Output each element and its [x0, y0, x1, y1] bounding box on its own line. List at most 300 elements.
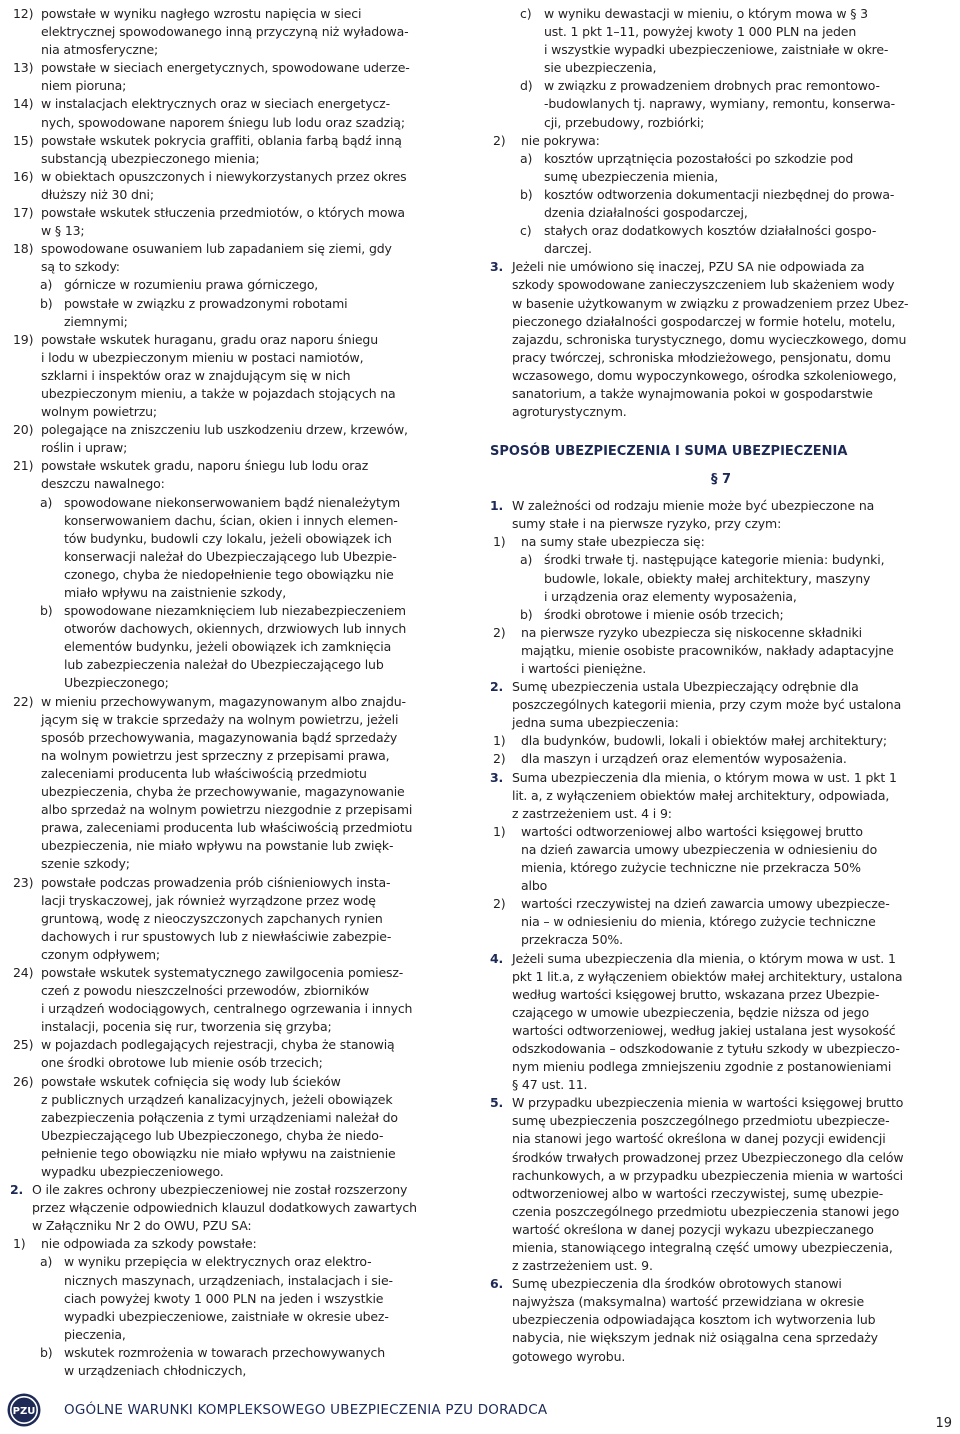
line-text: Jeżeli suma ubezpieczenia dla mienia, o którym mowa w ust. 1	[512, 950, 896, 966]
line-text: one środki obrotowe lub mienie osób trzecich;	[41, 1055, 323, 1071]
line-text: czenia poszczególnego przedmiotu ubezpieczenia stanowi jego	[512, 1203, 900, 1219]
text-line	[490, 714, 952, 732]
text-line	[10, 855, 480, 873]
text-line	[10, 1091, 480, 1109]
item-number: 14)	[13, 96, 34, 112]
line-text: agroturystycznym.	[512, 404, 627, 420]
line-text: czonego, chyba że niedopełnienie tego obowiązku nie	[64, 566, 394, 582]
item-number: 23)	[13, 874, 34, 890]
line-text: środki obrotowe i mienie osób trzecich;	[544, 606, 784, 622]
line-text: Sumę ubezpieczenia dla środków obrotowych stanowi	[512, 1276, 842, 1292]
text-line	[490, 950, 952, 968]
line-text: kosztów odtworzenia dokumentacji niezbędnej do prowa-	[544, 186, 895, 202]
item-number: 1)	[13, 1236, 26, 1252]
text-line	[10, 874, 480, 892]
text-line	[490, 533, 952, 551]
text-line	[490, 823, 952, 841]
text-line	[490, 624, 952, 642]
text-line	[10, 331, 480, 349]
line-text: wartości odtworzeniowej albo wartości księgowej brutto	[521, 823, 863, 839]
text-line	[10, 222, 480, 240]
logo-text: PZU	[12, 1406, 36, 1417]
line-text: sie ubezpieczenia,	[544, 60, 657, 76]
line-text: wypadki ubezpieczeniowe, zaistniałe w okresie ubez-	[64, 1308, 389, 1324]
item-number: a)	[520, 150, 533, 166]
text-line	[10, 276, 480, 294]
line-text: w pojazdach podlegających rejestracji, chyba że stanowią	[41, 1037, 395, 1053]
text-line	[490, 23, 952, 41]
text-line	[10, 77, 480, 95]
item-number: 2)	[493, 132, 506, 148]
line-text: nia atmosferyczne;	[41, 42, 159, 58]
line-text: prawa, zaleceniami producenta lub właściwością przedmiotu	[41, 820, 413, 836]
spacer	[490, 421, 952, 443]
spacer	[490, 461, 952, 471]
text-line	[10, 1018, 480, 1036]
line-text: nia – w odniesieniu do mienia, którego zużycie techniczne	[521, 914, 876, 930]
line-text: nicznych maszynach, urządzeniach, instalacjach i sie-	[64, 1272, 393, 1288]
line-text: przez włączenie odpowiednich klauzul dodatkowych zawartych	[32, 1200, 417, 1216]
line-text: cji, przebudowy, rozbiórki;	[544, 114, 705, 130]
line-text: § 47 ust. 11.	[512, 1077, 588, 1093]
line-text: niem pioruna;	[41, 78, 127, 94]
item-number: 5.	[490, 1095, 504, 1111]
item-number: c)	[520, 6, 532, 21]
line-text: nym mieniu podlega zmniejszeniu zgodnie z postanowieniami	[512, 1059, 892, 1075]
text-line	[10, 819, 480, 837]
text-line	[10, 95, 480, 113]
text-line	[490, 295, 952, 313]
text-line	[490, 769, 952, 787]
page-footer	[0, 1390, 960, 1434]
text-line	[490, 1275, 952, 1293]
item-number: 2)	[493, 751, 506, 767]
item-number: 2)	[493, 896, 506, 912]
text-line	[10, 1163, 480, 1181]
line-text: miało wpływu na zaistnienie szkody,	[64, 585, 287, 600]
line-text: i urządzenia oraz elementy wyposażenia,	[544, 588, 797, 604]
line-text: gotowego wyrobu.	[512, 1348, 626, 1364]
line-text: ust. 1 pkt 1–11, powyżej kwoty 1 000 PLN na jeden	[544, 24, 857, 40]
text-line	[490, 403, 952, 421]
line-text: sumę ubezpieczenia poszczególnego przedmiotu ubezpiecze-	[512, 1113, 890, 1129]
line-text: wartość określona w danej pozycji wykazu ubezpieczanego	[512, 1221, 874, 1237]
line-text: w wyniku przepięcia w elektrycznych oraz elektro-	[64, 1254, 372, 1270]
text-line	[490, 114, 952, 132]
text-line	[10, 114, 480, 132]
item-number: 13)	[13, 60, 34, 76]
text-line	[490, 240, 952, 258]
line-text: w urządzeniach chłodniczych,	[64, 1363, 247, 1379]
text-line	[10, 421, 480, 439]
item-number: 21)	[13, 458, 34, 474]
text-line	[10, 964, 480, 982]
item-number: b)	[520, 186, 533, 202]
line-text: na sumy stałe ubezpiecza się:	[521, 534, 705, 550]
text-line	[490, 1348, 952, 1366]
text-line	[490, 1221, 952, 1239]
text-line	[490, 1058, 952, 1076]
item-number: c)	[520, 223, 532, 239]
line-text: mienia, stanowiącego integralną część umowy ubezpieczenia,	[512, 1240, 893, 1255]
line-text: elementów budynku, jeżeli obowiązek ich zamknięcia	[64, 639, 392, 655]
text-line	[490, 986, 952, 1004]
text-line	[10, 240, 480, 258]
line-text: Ubezpieczonego;	[64, 675, 169, 691]
line-text: dla budynków, budowli, lokali i obiektów małej architektury;	[521, 733, 887, 749]
text-line	[490, 1239, 952, 1257]
line-text: w mieniu przechowywanym, magazynowanym albo znajdu-	[41, 693, 406, 709]
text-line	[10, 1000, 480, 1018]
text-line	[10, 1181, 480, 1199]
text-line	[490, 841, 952, 859]
line-text: ubezpieczonym mieniu, a także w pojazdach stojących na	[41, 385, 396, 401]
line-text: pieczenia,	[64, 1326, 126, 1342]
text-line	[10, 982, 480, 1000]
text-line	[490, 1094, 952, 1112]
item-number: a)	[40, 277, 53, 293]
line-text: powstałe wskutek cofnięcia się wody lub ścieków	[41, 1073, 341, 1089]
text-line	[490, 551, 952, 569]
text-line	[490, 1149, 952, 1167]
line-text: w Załączniku Nr 2 do OWU, PZU SA:	[32, 1218, 252, 1234]
line-text: ubezpieczenia, nie miało wpływu na powstanie lub zwięk-	[41, 838, 394, 854]
text-line	[490, 1257, 952, 1275]
text-line	[10, 801, 480, 819]
item-number: 18)	[13, 241, 34, 257]
text-line	[10, 1308, 480, 1326]
line-text: ziemnymi;	[64, 313, 128, 329]
line-text: roślin i upraw;	[41, 440, 128, 456]
line-text: lub zabezpieczenia należał do Ubezpieczającego lub	[64, 657, 384, 673]
line-text: nie odpowiada za szkody powstałe:	[41, 1236, 257, 1252]
item-number: 1)	[493, 733, 506, 749]
line-text: środki trwałe tj. następujące kategorie mienia: budynki,	[544, 552, 885, 568]
text-line	[10, 747, 480, 765]
text-line	[10, 729, 480, 747]
line-text: w obiektach opuszczonych i niewykorzystanych przez okres	[41, 168, 407, 184]
text-line	[10, 638, 480, 656]
text-line	[10, 457, 480, 475]
line-text: -budowlanych tj. naprawy, wymiany, remontu, konserwa-	[544, 96, 896, 112]
item-number: a)	[40, 1254, 53, 1270]
line-text: W przypadku ubezpieczenia mienia w wartości księgowej brutto	[512, 1095, 904, 1111]
left-column	[10, 5, 480, 1380]
text-line	[490, 1203, 952, 1221]
text-line	[10, 168, 480, 186]
line-text: O ile zakres ochrony ubezpieczeniowej nie został rozszerzony	[32, 1182, 408, 1198]
line-text: powstałe wskutek huraganu, gradu oraz naporu śniegu	[41, 331, 378, 347]
item-number: 16)	[13, 168, 34, 184]
text-line	[10, 204, 480, 222]
text-line	[490, 678, 952, 696]
text-line	[490, 168, 952, 186]
line-text: ubezpieczenia, chyba że przechowywanie, magazynowanie	[41, 784, 405, 800]
text-line	[10, 1344, 480, 1362]
text-line	[10, 1253, 480, 1271]
text-line	[10, 693, 480, 711]
item-number: 17)	[13, 205, 34, 221]
line-text: elektrycznej spowodowanego inną przyczyną niż wyładowa-	[41, 24, 409, 40]
text-line	[490, 204, 952, 222]
text-line	[10, 566, 480, 584]
text-line	[10, 1073, 480, 1091]
text-line	[490, 1185, 952, 1203]
text-line	[10, 548, 480, 566]
line-text: na wolnym powietrzu jest sprzeczny z przepisami prawa,	[41, 747, 390, 763]
item-number: 1.	[490, 498, 504, 514]
line-text: polegające na zniszczeniu lub uszkodzeniu drzew, krzewów,	[41, 422, 408, 438]
footer-title: OGÓLNE WARUNKI KOMPLEKSOWEGO UBEZPIECZENIA PZU DORADCA	[64, 1402, 548, 1418]
text-line	[490, 95, 952, 113]
item-number: 6.	[490, 1276, 504, 1292]
line-text: jedna suma ubezpieczenia:	[512, 715, 679, 731]
line-text: jącym się w trakcie sprzedaży na wolnym powietrzu, jeżeli	[41, 711, 399, 727]
line-text: spowodowane niezamknięciem lub niezabezpieczeniem	[64, 603, 406, 619]
right-column	[490, 5, 952, 1366]
text-line	[10, 512, 480, 530]
section-heading: SPOSÓB UBEZPIECZENIA I SUMA UBEZPIECZENIA	[490, 444, 848, 460]
line-text: poszczególnych kategorii mienia, przy czym może być ustalona	[512, 697, 902, 713]
text-line	[490, 59, 952, 77]
line-text: wartości odtworzeniowej, według jakiej ustalana jest wysokość	[512, 1022, 896, 1038]
text-line	[490, 732, 952, 750]
line-text: z zastrzeżeniem ust. 4 i 9:	[512, 805, 672, 821]
text-line	[490, 606, 952, 624]
text-line	[10, 494, 480, 512]
text-line	[10, 258, 480, 276]
text-line	[10, 584, 480, 602]
line-text: powstałe wskutek gradu, naporu śniegu lub lodu oraz	[41, 458, 369, 474]
text-line	[490, 497, 952, 515]
line-text: są to szkody:	[41, 259, 120, 275]
text-line	[10, 1235, 480, 1253]
text-line	[490, 150, 952, 168]
item-number: 26)	[13, 1073, 34, 1089]
spacer	[490, 489, 952, 497]
line-text: nia stanowi jego wartość określona w danej pozycji ewidencji	[512, 1131, 886, 1147]
text-line	[490, 515, 952, 533]
line-text: dla maszyn i urządzeń oraz elementów wyposażenia.	[521, 751, 847, 767]
text-line	[10, 1109, 480, 1127]
line-text: majątku, mienie osobiste pracowników, nakłady adaptacyjne	[521, 642, 894, 658]
item-number: b)	[40, 1344, 53, 1360]
text-line	[490, 313, 952, 331]
text-line	[10, 5, 480, 23]
text-line	[490, 968, 952, 986]
line-text: sanatorium, a także wynajmowania pokoi w gospodarstwie	[512, 385, 873, 401]
line-text: górnicze w rozumieniu prawa górniczego,	[64, 277, 319, 293]
text-line	[490, 331, 952, 349]
text-line	[10, 892, 480, 910]
text-line	[10, 23, 480, 41]
item-number: 25)	[13, 1037, 34, 1053]
text-line	[490, 642, 952, 660]
text-line	[490, 895, 952, 913]
item-number: b)	[40, 295, 53, 311]
line-text: Suma ubezpieczenia dla mienia, o którym mowa w ust. 1 pkt 1	[512, 769, 897, 785]
line-text: i lodu w ubezpieczonym mieniu w postaci namiotów,	[41, 349, 364, 365]
text-line	[10, 530, 480, 548]
line-text: W zależności od rodzaju mienie może być ubezpieczone na	[512, 498, 875, 514]
text-line	[10, 711, 480, 729]
text-line	[490, 570, 952, 588]
line-text: z zastrzeżeniem ust. 9.	[512, 1258, 653, 1274]
line-text: powstałe wskutek systematycznego zawilgocenia pomiesz-	[41, 964, 404, 980]
line-text: odszkodowania – odszkodowanie z tytułu szkody w ubezpieczo-	[512, 1040, 900, 1056]
text-line	[490, 258, 952, 276]
pzu-logo-icon	[6, 1392, 42, 1428]
item-number: 22)	[13, 693, 34, 709]
text-line	[490, 588, 952, 606]
line-text: kosztów uprzątnięcia pozostałości po szkodzie pod	[544, 150, 854, 166]
line-text: czeń z powodu nieszczelności przewodów, zbiorników	[41, 983, 370, 999]
line-text: wczasowego, domu wypoczynkowego, ośrodka szkoleniowego,	[512, 367, 897, 383]
item-number: 15)	[13, 132, 34, 148]
line-text: konserwacji należał do Ubezpieczającego lub Ubezpie-	[64, 548, 397, 564]
line-text: dłuższy niż 30 dni;	[41, 186, 154, 202]
line-text: najwyższa (maksymalna) wartość przewidziana w okresie	[512, 1294, 865, 1310]
text-line	[10, 1036, 480, 1054]
item-number: 4.	[490, 950, 504, 966]
item-number: 20)	[13, 422, 34, 438]
line-text: zabezpieczenia połączenia z tymi urządzeniami należał do	[41, 1109, 398, 1125]
line-text: Jeżeli nie umówiono się inaczej, PZU SA nie odpowiada za	[512, 259, 865, 275]
item-number: 1)	[493, 823, 506, 839]
text-line	[490, 1167, 952, 1185]
line-text: spowodowane osuwaniem lub zapadaniem się ziemi, gdy	[41, 241, 392, 257]
text-line	[490, 660, 952, 678]
item-number: 1)	[493, 534, 506, 550]
text-line	[490, 41, 952, 59]
line-text: lacji tryskaczowej, jak również wyrządzone przez wodę	[41, 892, 376, 908]
line-text: wypadku ubezpieczeniowego.	[41, 1164, 224, 1179]
line-text: powstałe wskutek pokrycia graffiti, oblania farbą bądź inną	[41, 132, 402, 148]
item-number: d)	[520, 78, 533, 94]
line-text: dachowych i rur spustowych lub z niewłaściwie zabezpie-	[41, 928, 392, 944]
text-line	[10, 1217, 480, 1235]
text-line	[10, 295, 480, 313]
text-line	[490, 787, 952, 805]
text-line	[490, 1004, 952, 1022]
line-text: nych, spowodowane naporem śniegu lub lodu oraz szadzią;	[41, 114, 405, 130]
text-line	[10, 150, 480, 168]
line-text: rachunkowych, a w przypadku ubezpieczenia mienia w wartości	[512, 1167, 903, 1183]
text-line	[10, 837, 480, 855]
text-line	[490, 385, 952, 403]
line-text: powstałe wskutek stłuczenia przedmiotów, o których mowa	[41, 205, 405, 221]
item-number: 3.	[490, 259, 504, 275]
line-text: wolnym powietrzu;	[41, 404, 157, 420]
text-line	[490, 276, 952, 294]
line-text: odtworzeniowej albo w wartości rzeczywistej, sumę ubezpie-	[512, 1185, 884, 1201]
line-text: w § 13;	[41, 223, 85, 239]
line-text: darczej.	[544, 241, 592, 257]
line-text: gruntową, wodę z nieoczyszczonych zapchanych rynien	[41, 910, 383, 926]
text-line	[490, 696, 952, 714]
line-text: konserwowaniem dachu, ścian, okien i innych elemen-	[64, 512, 398, 528]
text-line	[10, 41, 480, 59]
text-line	[10, 1199, 480, 1217]
line-text: otworów dachowych, okiennych, drzwiowych lub innych	[64, 621, 407, 637]
line-text: i wszystkie wypadki ubezpieczeniowe, zaistniałe w okre-	[544, 42, 889, 58]
item-number: 2)	[493, 624, 506, 640]
text-line	[10, 620, 480, 638]
line-text: pieczonego działalności gospodarczej w formie hotelu, motelu,	[512, 313, 896, 329]
text-line	[10, 132, 480, 150]
line-text: w związku z prowadzeniem drobnych prac remontowo-	[544, 78, 880, 94]
text-line	[490, 222, 952, 240]
item-number: a)	[40, 494, 53, 510]
line-text: zajazdu, schroniska turystycznego, domu wycieczkowego, domu	[512, 331, 907, 347]
item-number: 12)	[13, 6, 34, 21]
text-line	[10, 765, 480, 783]
text-line	[10, 59, 480, 77]
text-line	[490, 1311, 952, 1329]
text-line	[490, 805, 952, 823]
line-text: deszczu nawalnego:	[41, 476, 165, 492]
line-text: powstałe w sieciach energetycznych, spowodowane uderze-	[41, 60, 410, 76]
line-text: i wartości pieniężne.	[521, 661, 647, 676]
line-text: ubezpieczenia odpowiadająca kosztom ich wytworzenia lub	[512, 1312, 876, 1328]
text-line	[10, 367, 480, 385]
line-text: pkt 1 lit.a, z wyłączeniem obiektów małej architektury, ustalona	[512, 968, 903, 984]
text-line	[10, 186, 480, 204]
line-text: w wyniku dewastacji w mieniu, o którym mowa w § 3	[544, 6, 868, 21]
line-text: stałych oraz dodatkowych kosztów działalności gospo-	[544, 223, 877, 239]
text-line	[10, 475, 480, 493]
text-line	[490, 931, 952, 949]
line-text: czającego w umowie ubezpieczenia, będzie niższa od jego	[512, 1004, 869, 1020]
text-line	[490, 132, 952, 150]
line-text: powstałe w związku z prowadzonymi robotami	[64, 295, 348, 311]
line-text: powstałe podczas prowadzenia prób ciśnieniowych insta-	[41, 874, 391, 890]
line-text: pełnienie tego obowiązku nie miało wpływu na zaistnienie	[41, 1145, 396, 1161]
line-text: ciach powyżej kwoty 1 000 PLN na jeden i wszystkie	[64, 1290, 384, 1306]
line-text: albo sprzedaż na wolnym powietrzu niezgodnie z przepisami	[41, 802, 413, 818]
text-line	[490, 1293, 952, 1311]
text-line	[10, 349, 480, 367]
line-text: tów budynku, budowli czy lokalu, jeżeli obowiązek ich	[64, 530, 392, 546]
item-number: 3.	[490, 769, 504, 785]
line-text: dzenia działalności gospodarczej,	[544, 205, 748, 221]
line-text: substancją ubezpieczonego mienia;	[41, 150, 260, 166]
text-line	[490, 1112, 952, 1130]
line-text: w instalacjach elektrycznych oraz w sieciach energetycz-	[41, 96, 390, 112]
line-text: w basenie użytkowanym w związku z prowadzeniem przez Ubez-	[512, 295, 909, 311]
text-line	[10, 656, 480, 674]
line-text: instalacji, pocenia się rur, tworzenia się grzyba;	[41, 1019, 332, 1035]
item-number: a)	[520, 552, 533, 568]
line-text: pracy twórczej, schroniska młodzieżowego, pensjonatu, domu	[512, 349, 891, 365]
line-text: nie pokrywa:	[521, 132, 600, 148]
text-line	[490, 349, 952, 367]
item-number: 2.	[490, 679, 504, 695]
line-text: wartości rzeczywistej na dzień zawarcia umowy ubezpiecze-	[521, 896, 890, 912]
text-line	[10, 385, 480, 403]
text-line	[490, 877, 952, 895]
text-line	[10, 928, 480, 946]
text-line	[490, 1076, 952, 1094]
line-text: Ubezpieczającego lub Ubezpieczonego, chyba że niedo-	[41, 1127, 384, 1143]
line-text: sumę ubezpieczenia mienia,	[544, 168, 719, 184]
line-text: wskutek rozmrożenia w towarach przechowywanych	[64, 1344, 386, 1360]
text-line	[490, 1022, 952, 1040]
line-text: na dzień zawarcia umowy ubezpieczenia w odniesieniu do	[521, 841, 878, 857]
page-number: 19	[935, 1416, 952, 1431]
line-text: sumy stałe i na pierwsze ryzyko, przy czym:	[512, 516, 782, 532]
text-line	[490, 367, 952, 385]
